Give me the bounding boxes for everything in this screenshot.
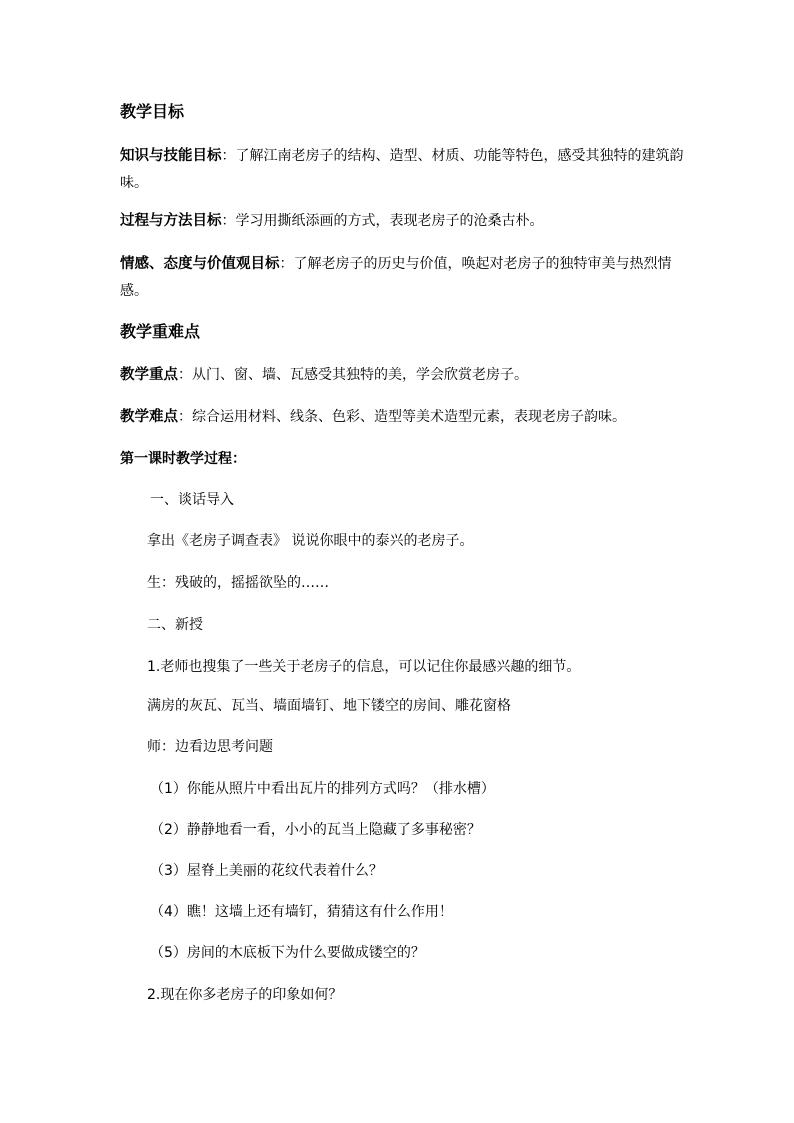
process-paragraph-6: 2.现在你多老房子的印象如何？ [147, 987, 343, 1003]
difficult-point-text: ：综合运用材料、线条、色彩、造型等美术造型元素，表现老房子韵味。 [178, 409, 626, 425]
process-paragraph-3: 1.老师也搜集了一些关于老房子的信息，可以记住你最感兴趣的细节。 [147, 659, 581, 675]
part1-heading: 一、谈话导入 [150, 492, 234, 508]
key-point-label: 教学重点 [120, 367, 178, 383]
process-paragraph-4: 满房的灰瓦、瓦当、墙面墙钉、地下镂空的房间、雕花窗格 [147, 698, 511, 714]
process-goal-label: 过程与方法目标 [120, 213, 222, 229]
paragraph-key-point [120, 362, 690, 389]
paragraph-knowledge-goal [120, 143, 690, 197]
paragraph-difficult-point [120, 404, 690, 431]
process-paragraph-5: 师：边看边思考问题 [147, 739, 273, 755]
knowledge-goal-text: ：了解江南老房子的结构、造型、材质、功能等特色，感受其独特的建筑韵味。 [120, 148, 684, 191]
process-paragraph-2: 生：残破的，摇摇欲坠的…… [147, 575, 329, 591]
paragraph-emotion-goal [120, 251, 690, 305]
question-2: （2）静静地看一看，小小的瓦当上隐藏了多事秘密？ [150, 822, 481, 838]
part2-heading: 二、新授 [147, 617, 203, 633]
heading-teaching-goals: 教学目标 [120, 102, 185, 121]
question-1: （1）你能从照片中看出瓦片的排列方式吗？（排水槽） [150, 781, 495, 797]
difficult-point-label: 教学难点 [120, 409, 178, 425]
question-5: （5）房间的木底板下为什么要做成镂空的？ [150, 945, 425, 961]
emotion-goal-text: ：了解老房子的历史与价值，唤起对老房子的独特审美与热烈情感。 [120, 256, 672, 299]
question-3: （3）屋脊上美丽的花纹代表着什么？ [150, 863, 383, 879]
knowledge-goal-label: 知识与技能目标 [120, 148, 222, 164]
heading-key-difficult-points: 教学重难点 [120, 322, 201, 341]
process-paragraph-1: 拿出《老房子调查表》 说说你眼中的泰兴的老房子。 [147, 533, 474, 549]
question-4: （4）瞧！这墙上还有墙钉，猜猜这有什么作用！ [150, 904, 453, 920]
emotion-goal-label: 情感、态度与价值观目标 [120, 256, 280, 272]
key-point-text: ：从门、窗、墙、瓦感受其独特的美，学会欣赏老房子。 [178, 367, 528, 383]
process-goal-text: ：学习用撕纸添画的方式，表现老房子的沧桑古朴。 [221, 213, 544, 229]
process-title: 第一课时教学过程： [120, 451, 246, 467]
paragraph-process-goal [120, 208, 690, 235]
